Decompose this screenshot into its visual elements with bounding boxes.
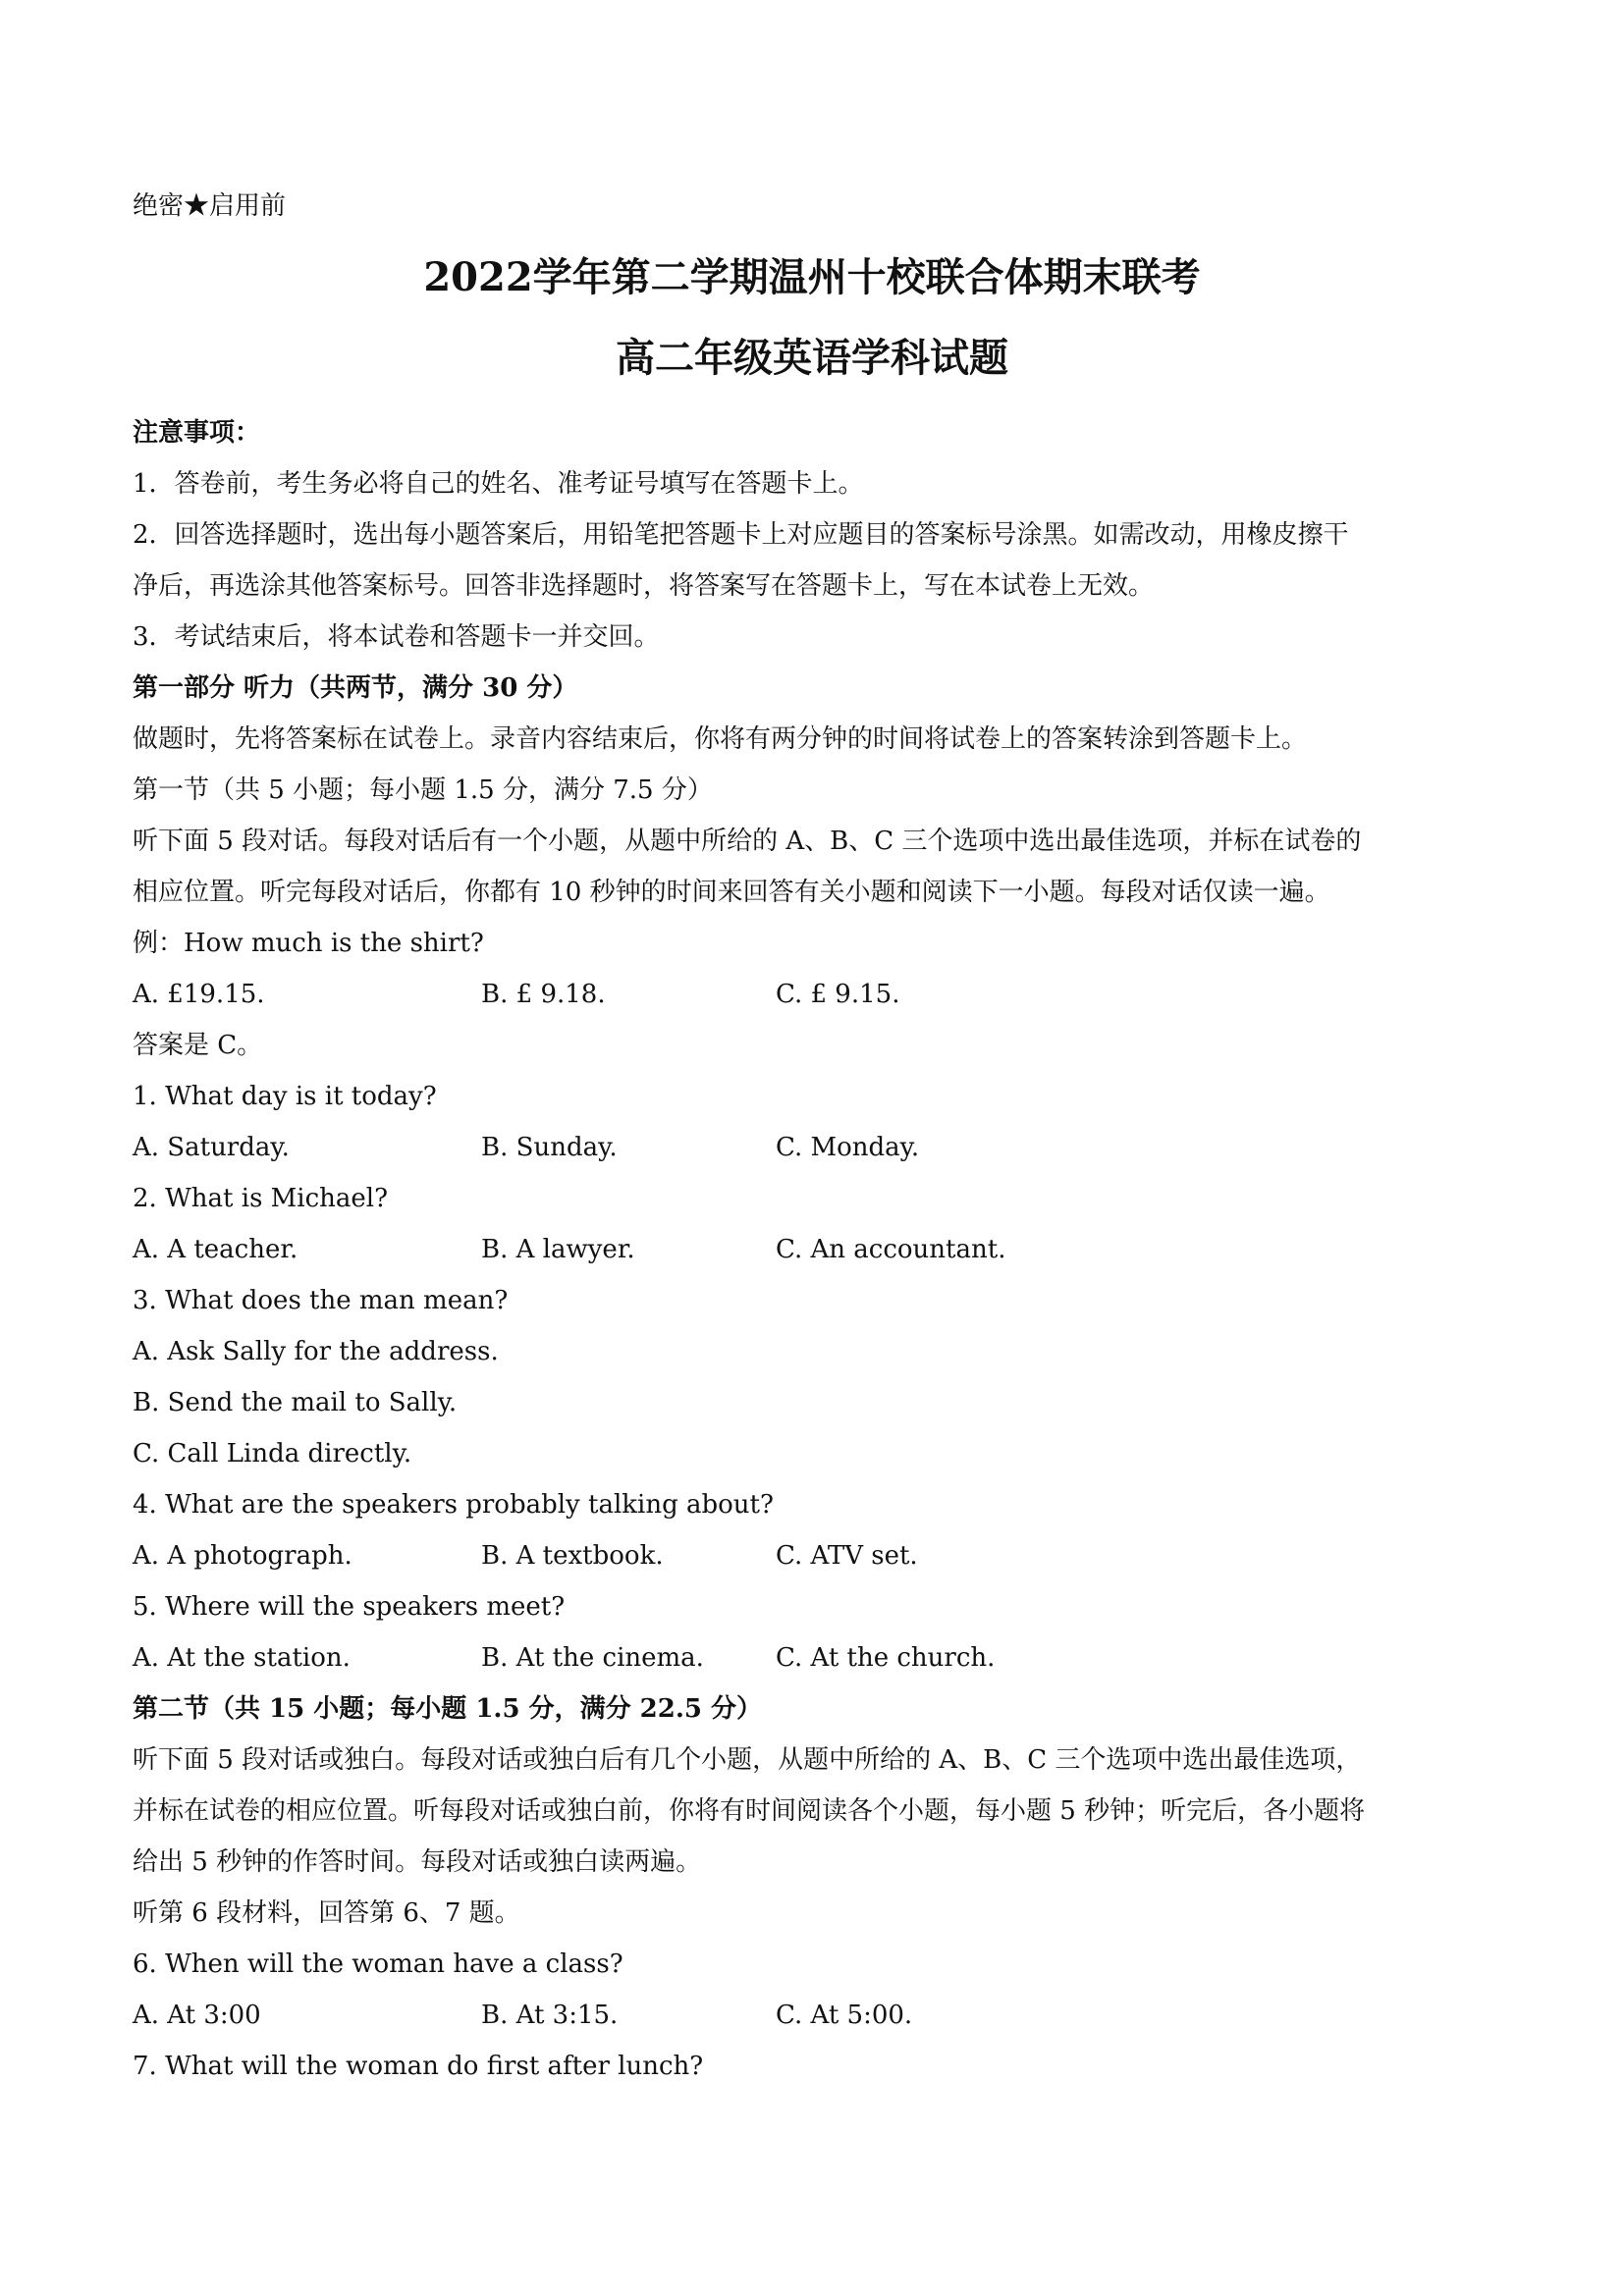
part1-intro: 做题时，先将答案标在试卷上。录音内容结束后，你将有两分钟的时间将试卷上的答案转涂到答题卡上。 (133, 724, 1308, 754)
q5-option-c: C. At the church. (776, 1643, 996, 1673)
q5-option-b: B. At the cinema. (481, 1643, 704, 1673)
q1-option-c: C. Monday. (776, 1133, 920, 1162)
notice-item-2-line-2: 净后，再选涂其他答案标号。回答非选择题时，将答案写在答题卡上，写在本试卷上无效。 (133, 571, 1155, 601)
exam-subtitle: 高二年级英语学科试题 (616, 335, 1008, 381)
material-6-label: 听第 6 段材料，回答第 6、7 题。 (133, 1898, 520, 1928)
q3-option-b: B. Send the mail to Sally. (133, 1388, 458, 1417)
section2-instruction-line-1: 听下面 5 段对话或独白。每段对话或独白后有几个小题，从题中所给的 A、B、C 三个选项中选出最佳选项， (133, 1745, 1362, 1775)
q2-option-b: B. A lawyer. (481, 1235, 635, 1264)
q1-option-a: A. Saturday. (133, 1133, 290, 1162)
q4-option-c: C. ATV set. (776, 1541, 918, 1571)
question-1: 1. What day is it today? (133, 1082, 437, 1111)
q2-option-c: C. An accountant. (776, 1235, 1006, 1264)
q6-option-b: B. At 3:15. (481, 2001, 619, 2030)
question-3: 3. What does the man mean? (133, 1286, 509, 1315)
question-5: 5. Where will the speakers meet? (133, 1592, 566, 1622)
section1-instruction-line-1: 听下面 5 段对话。每段对话后有一个小题，从题中所给的 A、B、C 三个选项中选出最佳选项，并标在试卷的 (133, 827, 1362, 856)
notice-item-3: 3．考试结束后，将本试卷和答题卡一并交回。 (133, 622, 660, 652)
confidential-label: 绝密★启用前 (133, 191, 287, 221)
q1-option-b: B. Sunday. (481, 1133, 618, 1162)
example-option-c: C. £ 9.15. (776, 980, 900, 1009)
section1-heading: 第一节（共 5 小题；每小题 1.5 分，满分 7.5 分） (133, 775, 713, 805)
q3-option-a: A. Ask Sally for the address. (133, 1337, 499, 1366)
section2-heading: 第二节（共 15 小题；每小题 1.5 分，满分 22.5 分） (133, 1694, 763, 1724)
part1-heading: 第一部分 听力（共两节，满分 30 分） (133, 673, 578, 703)
section2-instruction-line-2: 并标在试卷的相应位置。听每段对话或独白前，你将有时间阅读各个小题，每小题 5 秒钟；听完后，各小题将 (133, 1796, 1366, 1826)
notice-item-1: 1．答卷前，考生务必将自己的姓名、准考证号填写在答题卡上。 (133, 469, 864, 499)
q4-option-a: A. A photograph. (133, 1541, 352, 1571)
q6-option-a: A. At 3:00 (133, 2001, 261, 2030)
q2-option-a: A. A teacher. (133, 1235, 298, 1264)
example-option-b: B. £ 9.18. (481, 980, 606, 1009)
q5-option-a: A. At the station. (133, 1643, 351, 1673)
question-7: 7. What will the woman do first after lunch? (133, 2052, 704, 2081)
notice-item-2-line-1: 2．回答选择题时，选出每小题答案后，用铅笔把答题卡上对应题目的答案标号涂黑。如需改动，用橡皮擦干 (133, 520, 1349, 550)
notice-heading: 注意事项： (133, 418, 261, 448)
question-4: 4. What are the speakers probably talking about? (133, 1490, 774, 1520)
example-question: 例：How much is the shirt? (133, 929, 484, 958)
question-2: 2. What is Michael? (133, 1184, 389, 1213)
section1-instruction-line-2: 相应位置。听完每段对话后，你都有 10 秒钟的时间来回答有关小题和阅读下一小题。每段对话仅读一遍。 (133, 878, 1330, 907)
q4-option-b: B. A textbook. (481, 1541, 664, 1571)
question-6: 6. When will the woman have a class? (133, 1949, 623, 1979)
exam-title: 2022学年第二学期温州十校联合体期末联考 (423, 254, 1201, 300)
q6-option-c: C. At 5:00. (776, 2001, 913, 2030)
section2-instruction-line-3: 给出 5 秒钟的作答时间。每段对话或独白读两遍。 (133, 1847, 702, 1877)
example-answer: 答案是 C。 (133, 1031, 263, 1060)
example-option-a: A. £19.15. (133, 980, 265, 1009)
q3-option-c: C. Call Linda directly. (133, 1439, 412, 1468)
